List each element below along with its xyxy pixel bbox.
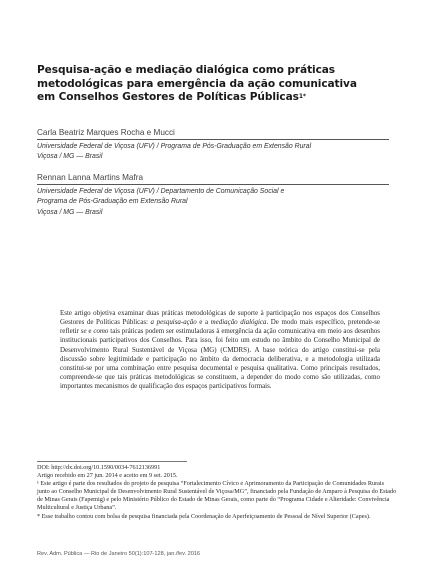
abstract-emphasis: a pesquisa-ação <box>150 318 197 327</box>
abstract-emphasis: como <box>93 327 109 336</box>
abstract-text: e <box>86 327 94 336</box>
doi-link[interactable]: DOI: http://dx.doi.org/10.1590/0034-7612136991 <box>37 464 161 471</box>
author-affiliation-line: Universidade Federal de Viçosa (UFV) / Departamento de Comunicação Social e <box>37 188 285 195</box>
footnote-1: ¹ Este artigo é parte dos resultados do projeto de pesquisa “Fortalecimento Cívico e Aprimoramento da Participação de Comunidades Rurais junto ao Conselho Municipal de Desenvolvimento Rural Sustentável de Viçosa/MG”, financiado pela Fundação de Amparo à Pesquisa do Estado de Minas Gerais (Fapemig) e pelo Ministério Público do Estado de Minas Gerais, como parte do “Programa Cidade e Alteridade: Convivência Multicultural e Justiça Urbana”. <box>37 480 397 512</box>
author-name: Rennan Lanna Martins Mafra <box>37 173 144 182</box>
author-affiliation-line: Viçosa / MG — Brasil <box>37 208 103 216</box>
title-footnote-marker: 1* <box>298 93 306 100</box>
abstract-text: . De modo mais específico, pretende-se refletir <box>60 318 380 336</box>
author-block-1 <box>37 127 407 163</box>
abstract-emphasis: mediação dialógica <box>210 318 267 327</box>
article-title-text: Pesquisa-ação e mediação dialógica como práticas metodológicas para emergência da ação comunicativa em Conselhos Gestores de Políticas Públicas <box>37 64 357 103</box>
abstract <box>60 309 380 391</box>
author-name: Carla Beatriz Marques Rocha e Mucci <box>37 128 175 137</box>
abstract-text: tais práticas podem ser estimuladoras à emergência da ação comunicativa em meio aos desenhos institucionais participativos dos Conselhos. Para isso, foi feito um estudo no âmbito do Conselho Municipal de Desenvolvimento Rural Sustentável de Viçosa (MG) (CMDRS). A base teórica do artigo constitui-se pela discussão sobre legitimidade e participação no âmbito da democracia deliberativa, e a metodologia utilizada constitui-se por uma combinação entre pesquisa documental e pesquisa qualitativa. Como principais resultados, compreende-se que tais práticas metodológicas se constituem, a depender do modo como são utilizadas, como importantes mecanismos de qualificação dos espaços participativos formais. <box>60 327 380 391</box>
received-date: Artigo recebido em 27 jun. 2014 e aceito em 9 set. 2015. <box>37 472 178 480</box>
abstract-text: Este artigo objetiva examinar duas práticas metodológicas de suporte à participação nos espaços dos Conselhos Gestores de Políticas Públicas: <box>60 309 380 327</box>
author-affiliation-line: Programa de Pós-Graduação em Extensão Rural <box>37 198 188 206</box>
author-block-2 <box>37 172 407 218</box>
abstract-emphasis: se <box>80 327 87 336</box>
author-affiliation-line: Viçosa / MG — Brasil <box>37 153 103 161</box>
footnotes <box>37 461 397 521</box>
abstract-text: e a <box>196 318 211 327</box>
article-title <box>37 64 367 105</box>
footnote-2: * Esse trabalho contou com bolsa de pesquisa financiada pela Coordenação de Aperfeiçoamento de Pessoal de Nível Superior (Capes). <box>37 512 371 520</box>
author-affiliation-line: Universidade Federal de Viçosa (UFV) / Programa de Pós-Graduação em Extensão Rural <box>37 143 312 150</box>
author-divider <box>37 139 389 140</box>
footnote-divider <box>37 461 187 462</box>
journal-footer: Rev. Adm. Pública — Rio de Janeiro 50(1):107-128, jan./fev. 2016 <box>37 551 201 557</box>
author-divider <box>37 184 389 185</box>
